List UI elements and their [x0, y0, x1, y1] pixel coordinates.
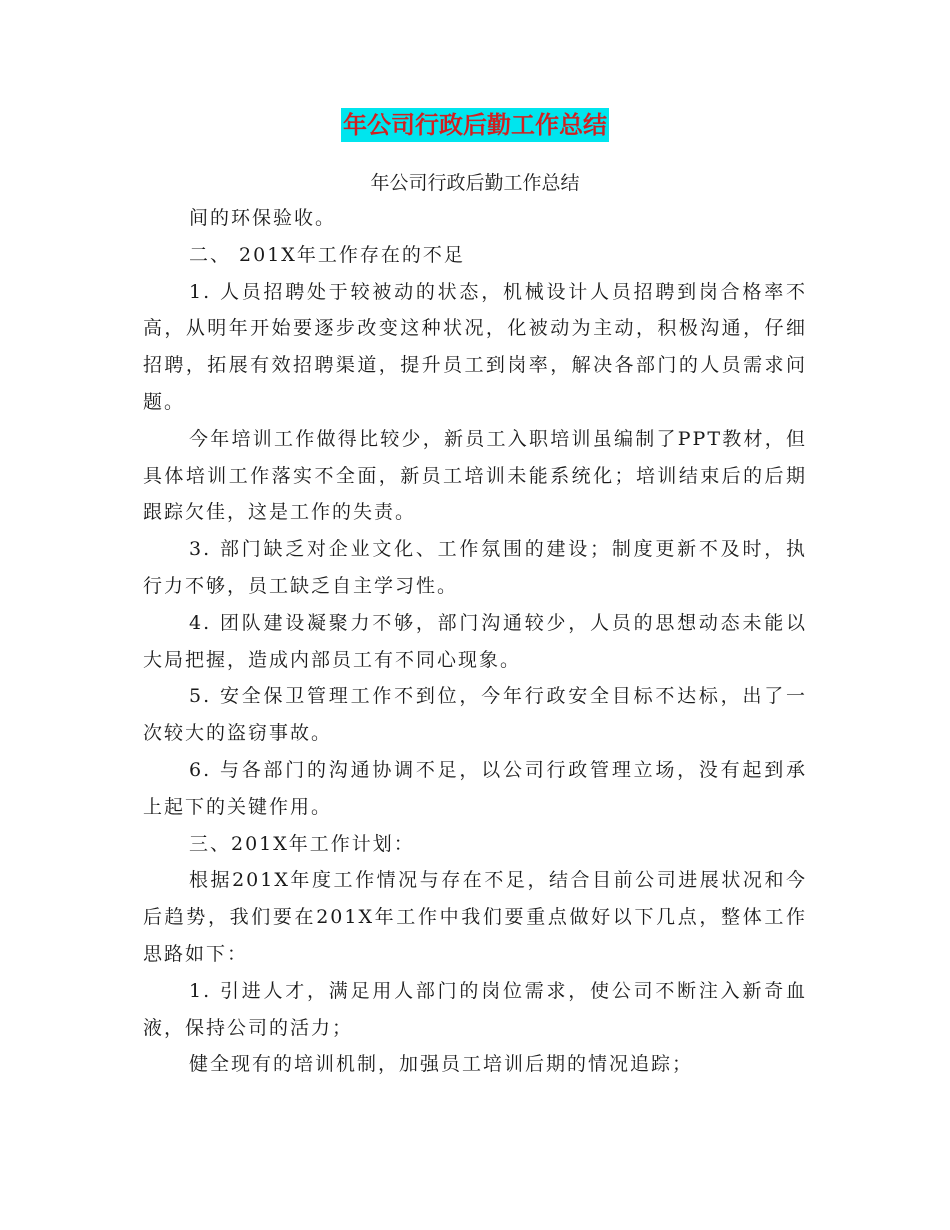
document-body — [143, 200, 807, 1083]
paragraph: 1. 人员招聘处于较被动的状态，机械设计人员招聘到岗合格率不高，从明年开始要逐步改变这种状况，化被动为主动，积极沟通，仔细招聘，拓展有效招聘渠道，提升员工到岗率，解决各部门的人员需求问题。 — [143, 280, 807, 413]
paragraph: 3. 部门缺乏对企业文化、工作氛围的建设；制度更新不及时，执行力不够，员工缺乏自主学习性。 — [143, 538, 807, 597]
paragraph: 今年培训工作做得比较少，新员工入职培训虽编制了PPT教材，但具体培训工作落实不全面，新员工培训未能系统化；培训结束后的后期跟踪欠佳，这是工作的失责。 — [143, 427, 807, 524]
document-subtitle: 年公司行政后勤工作总结 — [370, 172, 580, 194]
paragraph: 1. 引进人才，满足用人部门的岗位需求，使公司不断注入新奇血液，保持公司的活力； — [143, 979, 807, 1039]
paragraph: 6. 与各部门的沟通协调不足，以公司行政管理立场，没有起到承上起下的关键作用。 — [143, 758, 807, 818]
paragraph: 间的环保验收。 — [189, 207, 337, 229]
section-heading-shortcomings: 二、 201X年工作存在的不足 — [189, 243, 465, 266]
document-heading: 年公司行政后勤工作总结 — [341, 108, 609, 142]
paragraph: 5. 安全保卫管理工作不到位，今年行政安全目标不达标，出了一次较大的盗窃事故。 — [143, 685, 807, 745]
section-heading-plan: 三、201X年工作计划： — [189, 832, 415, 855]
paragraph: 4. 团队建设凝聚力不够，部门沟通较少，人员的思想动态未能以大局把握，造成内部员工有不同心现象。 — [143, 611, 807, 671]
heading-container — [0, 108, 950, 142]
paragraph: 根据201X年度工作情况与存在不足，结合目前公司进展状况和今后趋势，我们要在201X年工作中我们要重点做好以下几点，整体工作思路如下： — [143, 869, 807, 965]
paragraph: 健全现有的培训机制，加强员工培训后期的情况追踪； — [189, 1053, 694, 1076]
